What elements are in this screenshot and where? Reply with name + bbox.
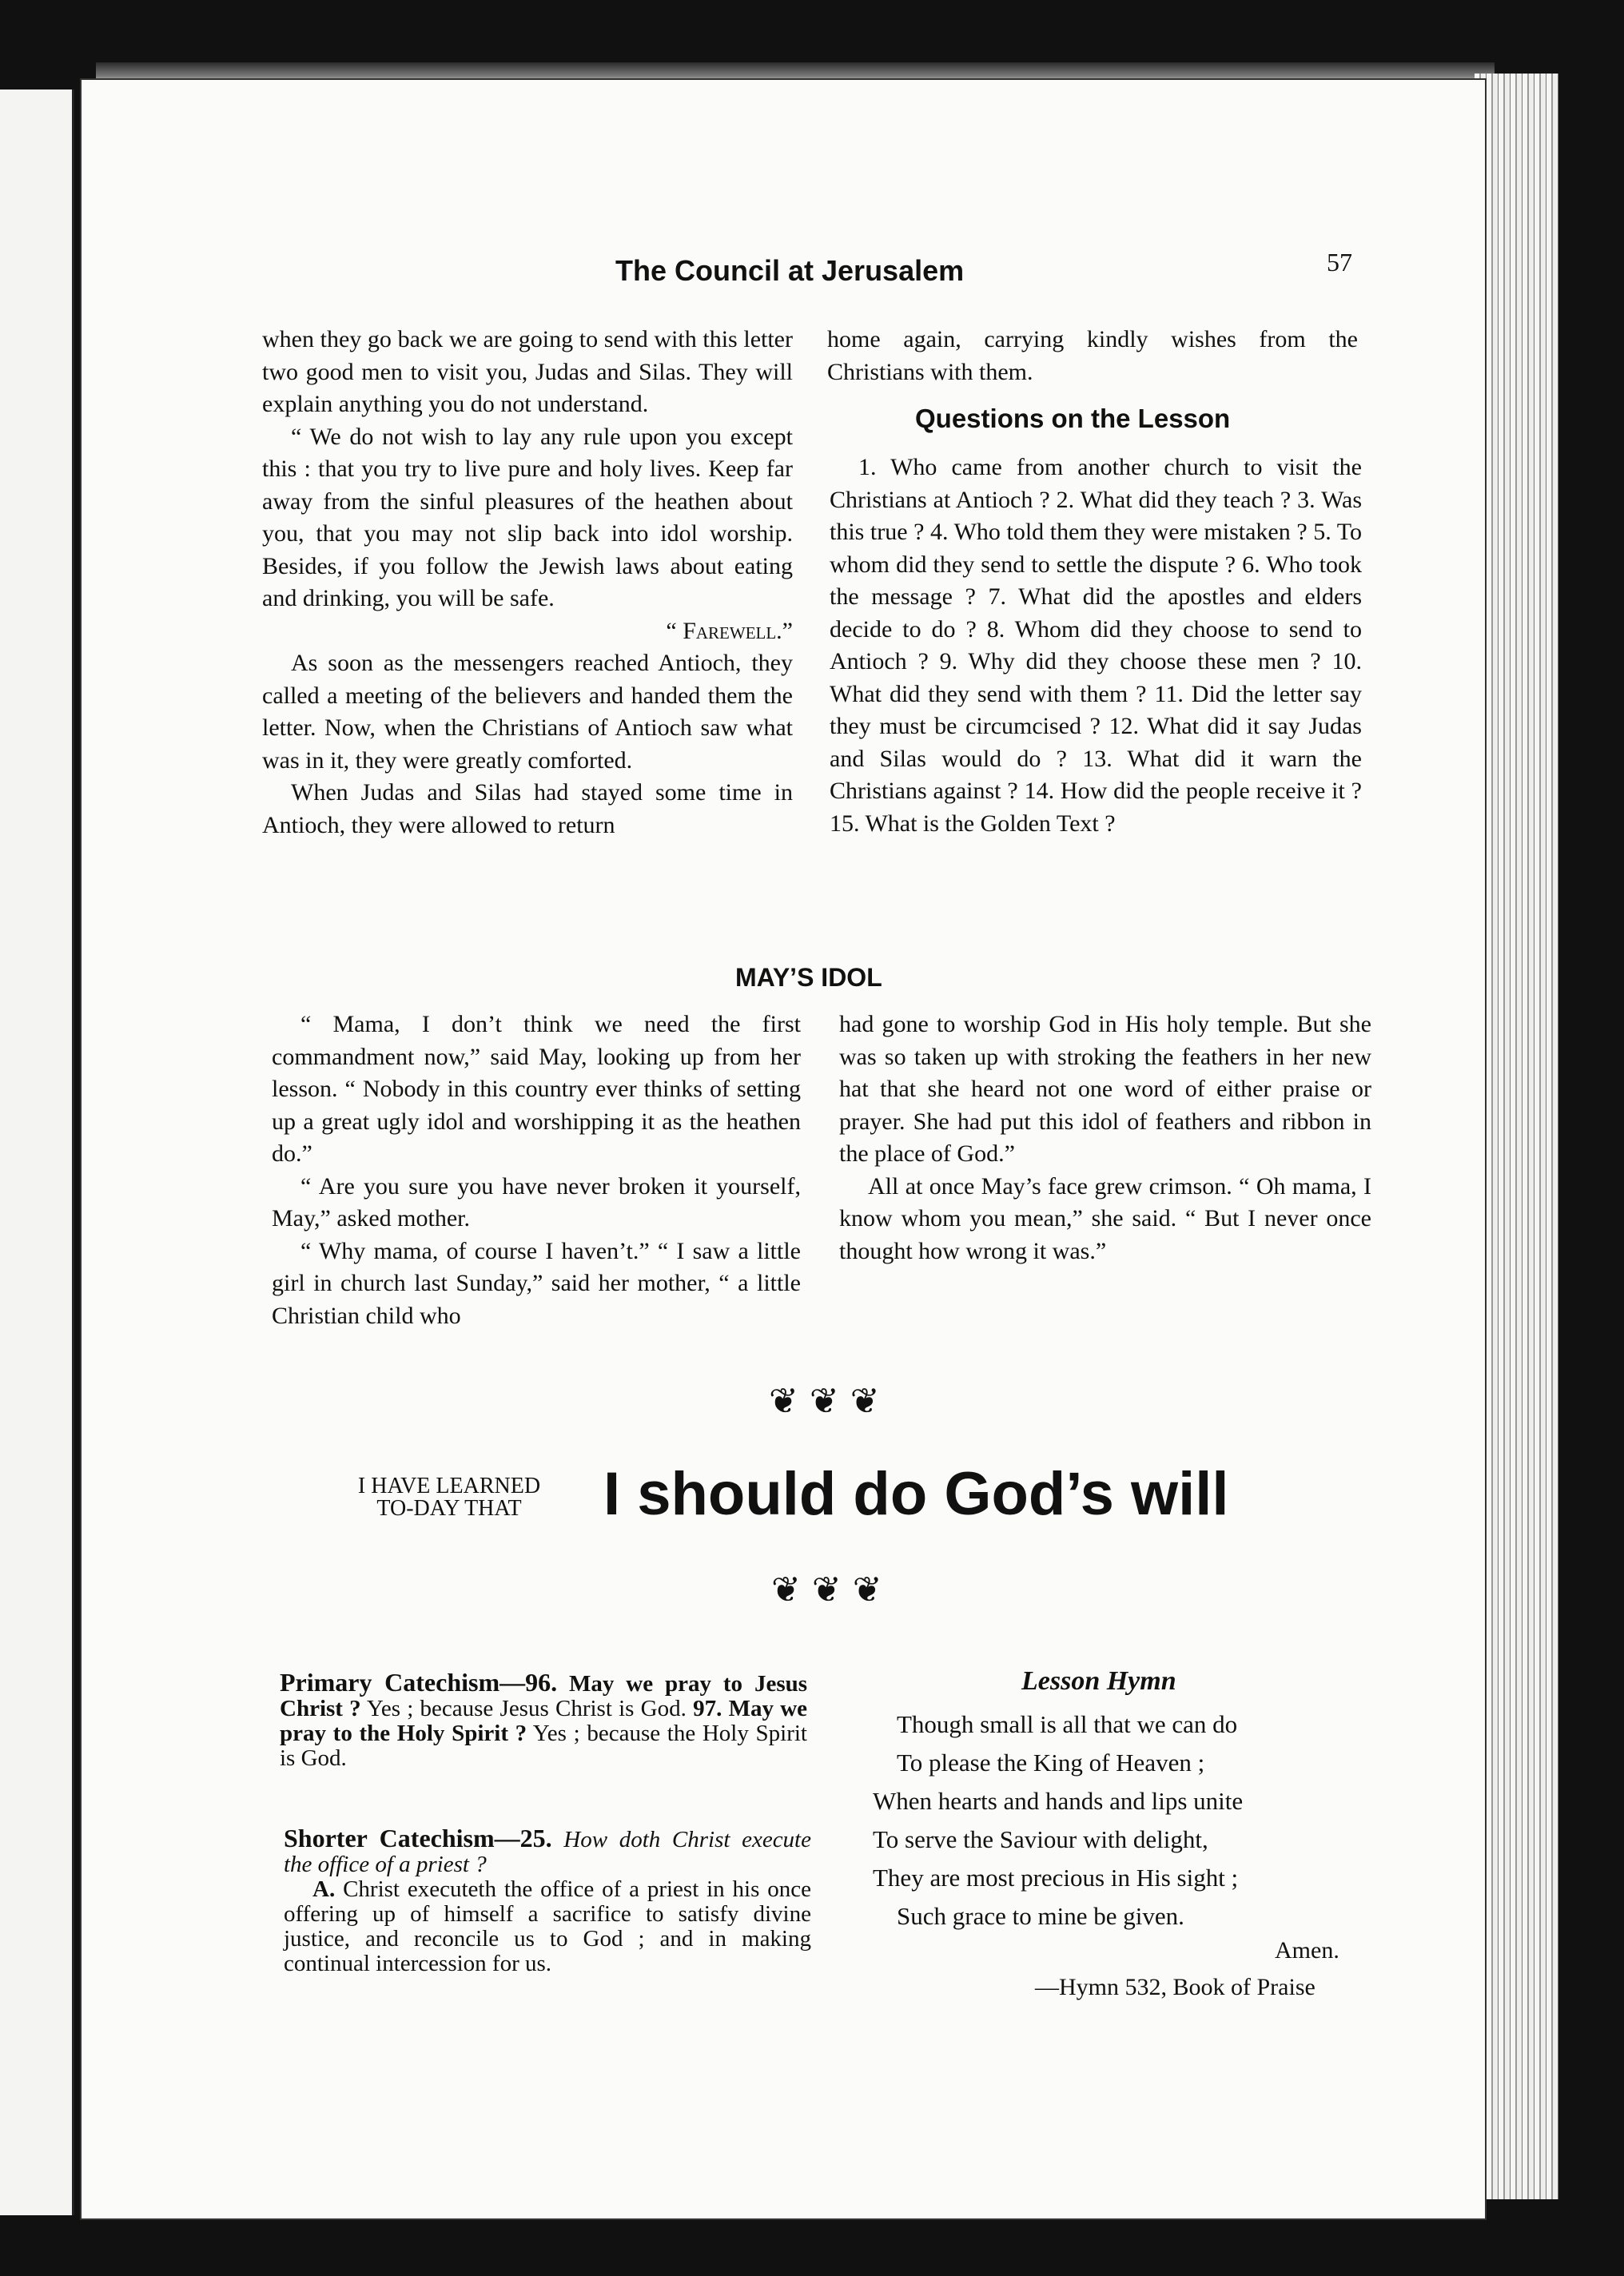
learned-prefix-line: TO-DAY THAT	[376, 1496, 522, 1521]
story-paragraph: “ Are you sure you have never broken it yourself, May,” asked mother.	[272, 1172, 801, 1232]
story-paragraph: had gone to worship God in His holy temple. But she was so taken up with stroking the feathers in her new hat that she heard not one word of either praise or prayer. She had put this idol of feathers and ribbon in the place of God.”	[839, 1011, 1371, 1167]
questions-text	[830, 452, 1362, 840]
questions-heading: Questions on the Lesson	[915, 404, 1231, 433]
story-paragraph: “ Why mama, of course I haven’t.” “ I saw a little girl in church last Sunday,” said her mother, “ a little Christian child who	[272, 1237, 801, 1329]
ornament-bottom: ❦❦❦	[771, 1570, 894, 1610]
primary-answer-97: Yes ; because the Holy Spirit is God.	[280, 1721, 807, 1771]
shorter-catechism-answer: Christ executeth the office of a priest in his once offering up of himself a sacrifice to satisfy divine justice, and reconcile us to God ; and in making continual intercession for us.	[284, 1876, 812, 1976]
hymn-line: They are most precious in His sight ;	[873, 1864, 1239, 1892]
running-title: The Council at Jerusalem	[615, 254, 965, 287]
story-paragraph: “ Mama, I don’t think we need the first commandment now,” said May, looking up from her lesson. “ Nobody in this country ever thinks of setting up a great ugly idol and worshipping it as the heathen do.”	[272, 1011, 801, 1167]
story-right-column	[839, 1009, 1371, 1267]
lesson-paragraph: As soon as the messengers reached Antioch, they called a meeting of the believers and handed them the letter. Now, when the Christians of Antioch saw what was in it, they were greatly comforted.	[262, 650, 793, 774]
lesson-paragraph: When Judas and Silas had stayed some time in Antioch, they were allowed to return	[262, 779, 793, 838]
hymn-amen: Amen.	[1275, 1937, 1339, 1964]
lesson-paragraph: when they go back we are going to send with this letter two good men to visit you, Judas and Silas. They will explain anything you do not understand.	[262, 326, 793, 417]
shorter-catechism	[284, 1826, 811, 1976]
primary-question-97-number: 97.	[693, 1696, 722, 1721]
learned-prefix	[329, 1475, 569, 1520]
hymn-heading: Lesson Hymn	[1021, 1666, 1176, 1696]
shorter-answer-label: A.	[312, 1876, 336, 1902]
primary-question-96: May we pray to Jesus Christ ?	[280, 1671, 808, 1721]
primary-catechism-title: Primary Catechism—96.	[280, 1668, 558, 1697]
lesson-paragraph: “ We do not wish to lay any rule upon you except this : that you try to live pure and holy lives. Keep far away from the sinful pleasures of the heathen about you, that you may not slip back into idol worship. Besides, if you follow the Jewish laws about eating and drinking, you will be safe.	[262, 423, 793, 611]
story-left-column	[272, 1009, 801, 1332]
hymn-source: —Hymn 532, Book of Praise	[1035, 1974, 1316, 2000]
shorter-catechism-question: How doth Christ execute the office of a priest ?	[284, 1827, 811, 1877]
hymn-line: Though small is all that we can do	[897, 1710, 1238, 1738]
lesson-left-column	[262, 324, 793, 842]
hymn-line: To please the King of Heaven ;	[897, 1749, 1205, 1777]
primary-answer-96: Yes ; because Jesus Christ is God.	[366, 1696, 687, 1721]
learned-prefix-line: I HAVE LEARNED	[357, 1474, 541, 1498]
lesson-paragraph: home again, carrying kindly wishes from the Christians with them.	[827, 326, 1358, 385]
letter-closing: “ Farewell.”	[666, 617, 793, 644]
learned-statement: I should do God’s will	[603, 1460, 1229, 1528]
story-heading: MAY’S IDOL	[735, 963, 882, 992]
story-paragraph: All at once May’s face grew crimson. “ Oh mama, I know whom you mean,” she said. “ But I never once thought how wrong it was.”	[839, 1172, 1371, 1264]
facing-page-edge	[0, 90, 74, 2215]
lesson-right-column	[827, 324, 1358, 388]
page-stack-edges	[1475, 74, 1558, 2199]
hymn-line: To serve the Saviour with delight,	[873, 1825, 1208, 1853]
page-number: 57	[1327, 248, 1352, 277]
primary-catechism	[280, 1670, 807, 1771]
ornament-top: ❦❦❦	[769, 1382, 891, 1421]
primary-question-97: May we pray to the Holy Spirit ?	[280, 1696, 808, 1746]
hymn-line: When hearts and hands and lips unite	[873, 1787, 1244, 1815]
questions-paragraph: 1. Who came from another church to visit the Christians at Antioch ? 2. What did they teach ? 3. Was this true ? 4. Who told them they were mistaken ? 5. To whom did they send to settle the dispute ? 6. Who took the message ? 7. What did the apostles and elders decide to do ? 8. Whom did they choose to send to Antioch ? 9. Why did they choose these men ? 10. What did they send with them ? 11. Did the letter say they must be circumcised ? 12. What did it say Judas and Silas would do ? 13. What did it warn the Christians against ? 14. How did the people receive it ? 15. What is the Golden Text ?	[830, 454, 1362, 837]
hymn-line: Such grace to mine be given.	[897, 1902, 1184, 1930]
shorter-catechism-title: Shorter Catechism—25.	[284, 1824, 552, 1852]
